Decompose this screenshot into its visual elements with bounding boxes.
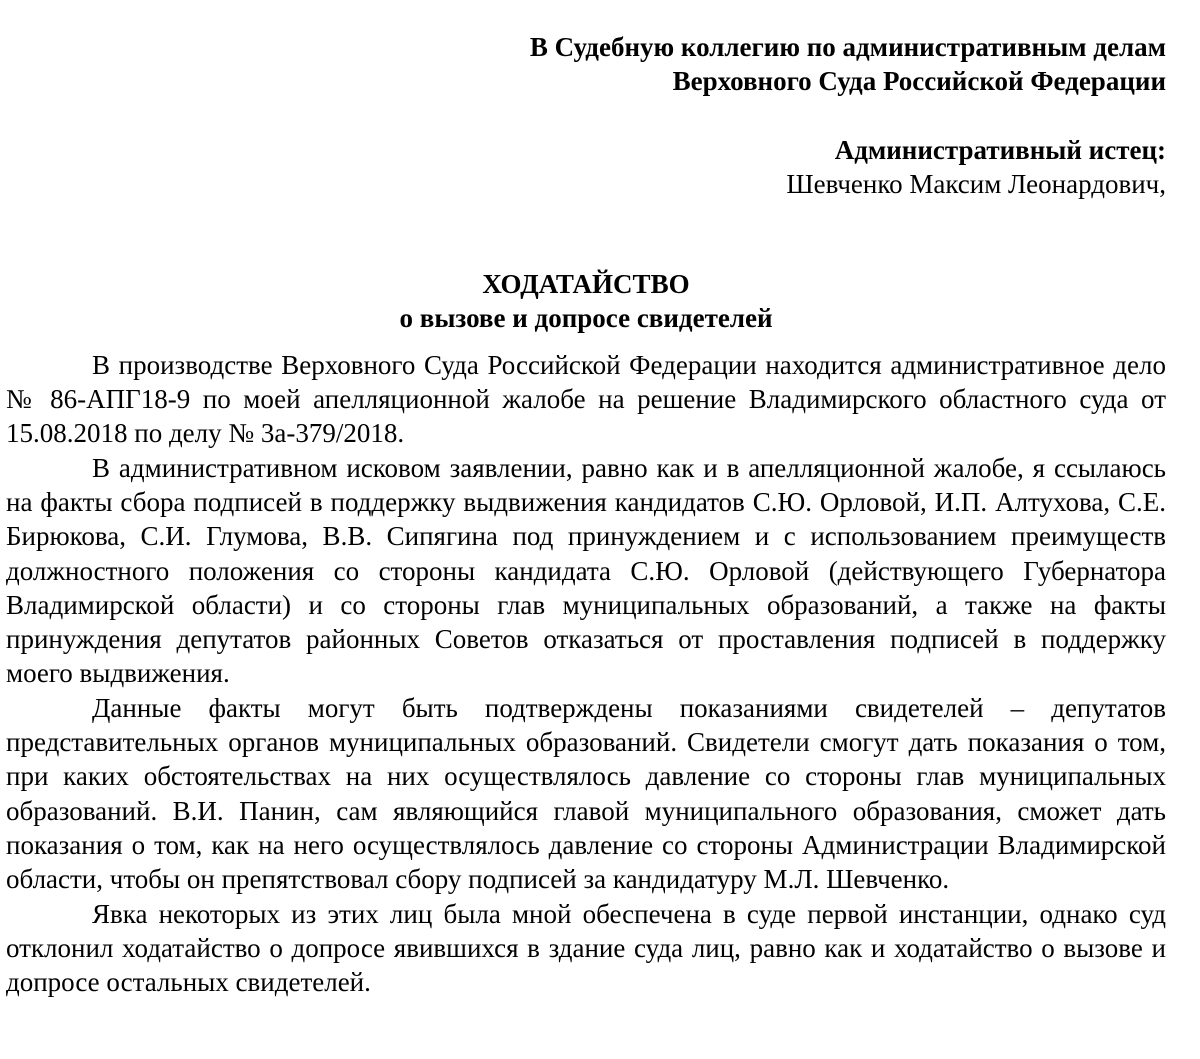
- document-title: [6, 267, 1166, 336]
- document-body: [6, 348, 1166, 1000]
- body-paragraph: Явка некоторых из этих лиц была мной обеспечена в суде первой инстанции, однако суд отклонил ходатайство о допросе явившихся в здание суда лиц, равно как и ходатайство о вызове и допросе остальных свидетелей.: [6, 898, 1166, 998]
- plaintiff-name: Шевченко Максим Леонардович,: [786, 168, 1166, 199]
- body-paragraph: В административном исковом заявлении, равно как и в апелляционной жалобе, я ссылаюсь на факты сбора подписей в поддержку выдвижения кандидатов С.Ю. Орловой, И.П. Алтухова, С.Е. Бирюкова, С.И. Глумова, В.В. Сипягина под принуждением и с использованием преимуществ должностного положения со стороны кандидата С.Ю. Орловой (действующего Губернатора Владимирской области) и со стороны глав муниципальных образований, а также на факты принуждения депутатов районных Советов отказаться от проставления подписей в поддержку моего выдвижения.: [6, 452, 1166, 689]
- plaintiff-block: [6, 133, 1166, 202]
- plaintiff-label: Административный истец:: [834, 134, 1166, 165]
- body-paragraph: В производстве Верховного Суда Российской Федерации находится административное дело № 86-АПГ18-9 по моей апелляционной жалобе на решение Владимирского областного суда от 15.08.2018 по делу № 3а-379/2018.: [6, 349, 1166, 449]
- body-paragraph: Данные факты могут быть подтверждены показаниями свидетелей – депутатов представительных органов муниципальных образований. Свидетели смогут дать показания о том, при каких обстоятельствах на них осуществлялось давление со стороны глав муниципальных образований. В.И. Панин, сам являющийся главой муниципального образования, сможет дать показания о том, как на него осуществлялось давление со стороны Администрации Владимирской области, чтобы он препятствовал сбору подписей за кандидатуру М.Л. Шевченко.: [6, 692, 1166, 895]
- addressee-block: [6, 30, 1166, 99]
- title-subheading: о вызове и допросе свидетелей: [399, 303, 773, 334]
- addressee-line-1: В Судебную коллегию по административным делам: [529, 32, 1166, 62]
- title-heading: ХОДАТАЙСТВО: [482, 269, 690, 300]
- addressee-line-2: Верховного Суда Российской Федерации: [672, 66, 1166, 97]
